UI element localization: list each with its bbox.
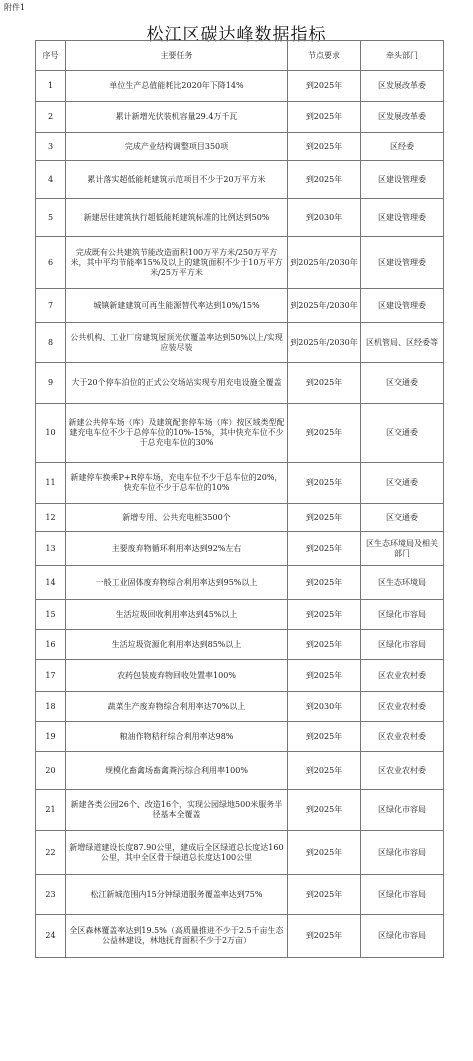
table-row bbox=[36, 463, 444, 504]
table-header-row bbox=[36, 41, 444, 71]
table-row bbox=[36, 630, 444, 660]
cell-dept: 区农业农村委 bbox=[361, 692, 444, 722]
cell-dept: 区建设管理委 bbox=[361, 237, 444, 289]
cell-task: 生活垃圾回收利用率达到45%以上 bbox=[66, 600, 288, 630]
cell-dept: 区绿化市容局 bbox=[361, 630, 444, 660]
table-row bbox=[36, 363, 444, 404]
cell-dept: 区发展改革委 bbox=[361, 102, 444, 133]
cell-no: 10 bbox=[36, 404, 66, 463]
cell-task: 农药包装废弃物回收处置率100% bbox=[66, 660, 288, 692]
cell-no: 3 bbox=[36, 133, 66, 161]
table-row bbox=[36, 237, 444, 289]
cell-deadline: 到2025年 bbox=[288, 463, 361, 504]
cell-deadline: 到2030年 bbox=[288, 692, 361, 722]
table-row bbox=[36, 289, 444, 323]
table-row bbox=[36, 133, 444, 161]
cell-deadline: 到2030年 bbox=[288, 199, 361, 237]
table-row bbox=[36, 660, 444, 692]
cell-task: 蔬菜生产废弃物综合利用率达70%以上 bbox=[66, 692, 288, 722]
cell-task: 生活垃圾资源化利用率达到85%以上 bbox=[66, 630, 288, 660]
table-row bbox=[36, 600, 444, 630]
table-row bbox=[36, 161, 444, 199]
cell-deadline: 到2025年 bbox=[288, 915, 361, 958]
cell-deadline: 到2025年/2030年 bbox=[288, 323, 361, 363]
table-row bbox=[36, 566, 444, 600]
cell-no: 23 bbox=[36, 875, 66, 915]
cell-no: 12 bbox=[36, 504, 66, 532]
cell-no: 15 bbox=[36, 600, 66, 630]
cell-task: 累计落实超低能耗建筑示范项目不少于20万平方米 bbox=[66, 161, 288, 199]
cell-dept: 区绿化市容局 bbox=[361, 875, 444, 915]
cell-no: 17 bbox=[36, 660, 66, 692]
cell-no: 8 bbox=[36, 323, 66, 363]
cell-dept: 区绿化市容局 bbox=[361, 915, 444, 958]
cell-task: 新建公共停车场（库）及建筑配套停车场（库）按区域类型配建充电车位不少于总停车位的10%-15%，其中快充车位不少于总充电车位的30% bbox=[66, 404, 288, 463]
attachment-label: 附件1 bbox=[4, 3, 26, 12]
cell-deadline: 到2025年 bbox=[288, 722, 361, 752]
cell-no: 14 bbox=[36, 566, 66, 600]
cell-deadline: 到2025年 bbox=[288, 831, 361, 875]
cell-deadline: 到2025年/2030年 bbox=[288, 289, 361, 323]
table-row bbox=[36, 323, 444, 363]
cell-task: 新增绿道建设长度87.90公里，建成后全区绿道总长度达160公里，其中全区骨干绿道总长度达100公里 bbox=[66, 831, 288, 875]
cell-no: 21 bbox=[36, 790, 66, 831]
cell-dept: 区绿化市容局 bbox=[361, 600, 444, 630]
cell-dept: 区交通委 bbox=[361, 463, 444, 504]
cell-no: 6 bbox=[36, 237, 66, 289]
cell-dept: 区发展改革委 bbox=[361, 71, 444, 102]
cell-task: 单位生产总值能耗比2020年下降14% bbox=[66, 71, 288, 102]
cell-task: 新建各类公园26个、改造16个，实现公园绿地500米服务半径基本全覆盖 bbox=[66, 790, 288, 831]
table-row bbox=[36, 752, 444, 790]
cell-dept: 区建设管理委 bbox=[361, 199, 444, 237]
cell-task: 累计新增光伏装机容量29.4万千瓦 bbox=[66, 102, 288, 133]
cell-dept: 区农业农村委 bbox=[361, 660, 444, 692]
cell-task: 大于20个停车泊位的正式公交场站实现专用充电设施全覆盖 bbox=[66, 363, 288, 404]
table-row bbox=[36, 831, 444, 875]
cell-task: 城镇新建建筑可再生能源替代率达到10%/15% bbox=[66, 289, 288, 323]
table-row bbox=[36, 532, 444, 566]
cell-no: 22 bbox=[36, 831, 66, 875]
table-row bbox=[36, 71, 444, 102]
header-dept: 牵头部门 bbox=[361, 41, 444, 71]
cell-deadline: 到2025年 bbox=[288, 566, 361, 600]
cell-task: 粮油作物秸秆综合利用率达98% bbox=[66, 722, 288, 752]
cell-dept: 区绿化市容局 bbox=[361, 831, 444, 875]
cell-deadline: 到2025年 bbox=[288, 752, 361, 790]
cell-deadline: 到2025年 bbox=[288, 790, 361, 831]
table-row bbox=[36, 504, 444, 532]
cell-task: 新建停车换乘P+R停车场，充电车位不少于总车位的20%，快充车位不少于总车位的10% bbox=[66, 463, 288, 504]
cell-dept: 区经委 bbox=[361, 133, 444, 161]
cell-task: 公共机构、工业厂房建筑屋顶光伏覆盖率达到50%以上/实现应装尽装 bbox=[66, 323, 288, 363]
cell-task: 新增专用、公共充电桩3500个 bbox=[66, 504, 288, 532]
cell-deadline: 到2025年 bbox=[288, 102, 361, 133]
table-body bbox=[36, 71, 444, 958]
header-task: 主要任务 bbox=[66, 41, 288, 71]
table-row bbox=[36, 199, 444, 237]
cell-deadline: 到2025年 bbox=[288, 660, 361, 692]
cell-task: 新建居住建筑执行超低能耗建筑标准的比例达到50% bbox=[66, 199, 288, 237]
cell-task: 松江新城范围内15分钟绿道服务覆盖率达到75% bbox=[66, 875, 288, 915]
cell-no: 7 bbox=[36, 289, 66, 323]
cell-task: 一般工业固体废弃物综合利用率达到95%以上 bbox=[66, 566, 288, 600]
cell-no: 11 bbox=[36, 463, 66, 504]
cell-dept: 区农业农村委 bbox=[361, 752, 444, 790]
cell-task: 主要废弃物循环利用率达到92%左右 bbox=[66, 532, 288, 566]
cell-deadline: 到2025年 bbox=[288, 504, 361, 532]
cell-task: 完成产业结构调整项目350项 bbox=[66, 133, 288, 161]
cell-task: 完成既有公共建筑节能改造面积100万平方米/250万平方米，其中平均节能率15%及以上的建筑面积不少于10万平方米/25万平方米 bbox=[66, 237, 288, 289]
cell-deadline: 到2025年 bbox=[288, 161, 361, 199]
cell-no: 16 bbox=[36, 630, 66, 660]
cell-deadline: 到2025年 bbox=[288, 630, 361, 660]
cell-no: 18 bbox=[36, 692, 66, 722]
cell-dept: 区交通委 bbox=[361, 363, 444, 404]
table-row bbox=[36, 102, 444, 133]
cell-no: 5 bbox=[36, 199, 66, 237]
cell-task: 全区森林覆盖率达到19.5%（高质量推进不少于2.5千亩生态公益林建设，林地抚育面积不少于2万亩） bbox=[66, 915, 288, 958]
cell-no: 19 bbox=[36, 722, 66, 752]
cell-deadline: 到2025年 bbox=[288, 363, 361, 404]
cell-no: 20 bbox=[36, 752, 66, 790]
cell-dept: 区交通委 bbox=[361, 404, 444, 463]
cell-deadline: 到2025年 bbox=[288, 404, 361, 463]
cell-deadline: 到2025年/2030年 bbox=[288, 237, 361, 289]
cell-dept: 区交通委 bbox=[361, 504, 444, 532]
cell-dept: 区机管局、区经委等 bbox=[361, 323, 444, 363]
table-row bbox=[36, 790, 444, 831]
cell-dept: 区生态环境局及相关部门 bbox=[361, 532, 444, 566]
cell-deadline: 到2025年 bbox=[288, 600, 361, 630]
cell-no: 2 bbox=[36, 102, 66, 133]
page-title: 松江区碳达峰数据指标 bbox=[146, 25, 327, 45]
cell-deadline: 到2025年 bbox=[288, 71, 361, 102]
table-row bbox=[36, 404, 444, 463]
cell-dept: 区建设管理委 bbox=[361, 289, 444, 323]
cell-no: 24 bbox=[36, 915, 66, 958]
header-no: 序号 bbox=[36, 41, 66, 71]
table-row bbox=[36, 915, 444, 958]
table-row bbox=[36, 875, 444, 915]
cell-deadline: 到2025年 bbox=[288, 532, 361, 566]
cell-deadline: 到2025年 bbox=[288, 875, 361, 915]
cell-dept: 区生态环境局 bbox=[361, 566, 444, 600]
indicator-table bbox=[35, 40, 444, 958]
cell-dept: 区绿化市容局 bbox=[361, 790, 444, 831]
cell-no: 9 bbox=[36, 363, 66, 404]
cell-task: 规模化畜禽场畜禽粪污综合利用率100% bbox=[66, 752, 288, 790]
cell-dept: 区建设管理委 bbox=[361, 161, 444, 199]
cell-no: 13 bbox=[36, 532, 66, 566]
cell-dept: 区农业农村委 bbox=[361, 722, 444, 752]
cell-no: 1 bbox=[36, 71, 66, 102]
header-deadline: 节点要求 bbox=[288, 41, 361, 71]
table-row bbox=[36, 692, 444, 722]
table-row bbox=[36, 722, 444, 752]
cell-deadline: 到2025年 bbox=[288, 133, 361, 161]
cell-no: 4 bbox=[36, 161, 66, 199]
